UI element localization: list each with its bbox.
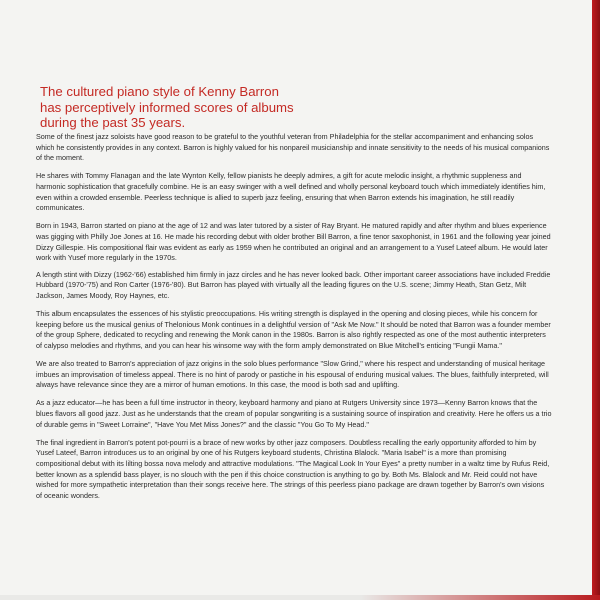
paragraph-5: This album encapsulates the essences of his stylistic preoccupations. His writing strength is displayed in the opening and closing pieces, while his concern for keeping before us the musical genius of Thelonious Monk continues in a delightful version of "Ask Me Now." It should be noted that Barron was a founder member of the group Sphere, dedicated to recycling and renewing the Monk canon in the 1980s. Barron is also rightly respected as one of the most authentic interpreters of calypso melodies and rhythms, and you can hear his winsome way with the form amply demonstrated on Blue Mitchell's enticing "Fungii Mama." (36, 309, 551, 350)
paragraph-7: As a jazz educator—he has been a full time instructor in theory, keyboard harmony and piano at Rutgers University since 1973—Kenny Barron knows that the blues flavors all good jazz. Just as he understands that the cream of popular songwriting is a sustaining source of inspiration and creativity. Here he offers us a trio of durable gems in "Sweet Lorraine", "Have You Met Miss Jones?" and the classic "You Go To My Head." (36, 398, 552, 429)
bottom-edge (0, 595, 600, 600)
headline-line-1: The cultured piano style of Kenny Barron (40, 84, 279, 99)
headline-line-3: during the past 35 years. (40, 115, 186, 131)
paragraph-6: We are also treated to Barron's appreciation of jazz origins in the solo blues performance "Slow Grind," where his respect and understanding of musical heritage imbues an improvisation of timeless appeal. There is no hint of parody or pastiche in his espousal of enduring musical values. The blues, faithfully interpreted, will always have relevance since they are a mirror of human emotions. In this case, the mood is both sad and uplifting. (36, 359, 549, 390)
paragraph-8: The final ingredient in Barron's potent pot-pourri is a brace of new works by other jazz composers. Doubtless recalling the early opportunity afforded to him by Yusef Lateef, Barron introduces us to an original by one of his Rutgers keyboard students, Christina Blalock. "Maria Isabel" is a more than promising compositional debut with its lilting bossa nova melody and attractive modulations. "The Magical Look In Your Eyes" a pretty number in a waltz time by Rufus Reid, better known as a splendid bass player, is no slouch with the pen if this choice construction is anything to go by. Both Ms. Blalock and Mr. Reid could not have wished for more sympathetic interpretation than their songs receive here. The strings of this peerless piano package are drawn together by Barron's own visions of oceanic wonders. (36, 437, 550, 500)
paragraph-2: He shares with Tommy Flanagan and the late Wynton Kelly, fellow pianists he deeply admires, a gift for acute melodic insight, a rhythmic suppleness and harmonic sophistication that gracefully combine. He is an easy swinger with a well defined and wholly personal keyboard touch which immediately identifies him, even within a crowded ensemble. Peerless technique is allied to superb jazz feeling, ensuring that when Barron extends his imagination, he still readily communicates. (36, 171, 546, 213)
paragraph-3: Born in 1943, Barron started on piano at the age of 12 and was later tutored by a sister of Ray Bryant. He matured rapidly and after rhythm and blues experience was gigging with Philly Joe Jones at 16. He made his recording debut with older brother Bill Barron, a fine tenor saxophonist, in 1961 and the following year joined Dizzy Gillespie. His compositional flair was evident as early as 1959 when he contributed an original and an arrangement to a Yusef Lateef album. He would later work with Yusef more regularly in the 1970s. (36, 221, 551, 263)
headline (40, 84, 300, 131)
paragraph-4: A length stint with Dizzy (1962-'66) established him firmly in jazz circles and he has never looked back. Other important career associations have included Freddie Hubbard (1970-'75) and Ron Carter (1976-'80). But Barron has played with virtually all the leading figures on the U.S. scene; Jimmy Heath, Stan Getz, Milt Jackson, James Moody, Roy Haynes, etc. (36, 269, 551, 300)
headline-line-2: has perceptively informed scores of albums (40, 99, 294, 115)
liner-notes-body (36, 132, 552, 509)
paragraph-1: Some of the finest jazz soloists have good reason to be grateful to the youthful veteran from Philadelphia for the stellar accompaniment and enhancing solos which he consistently provides in any context. Barron is highly valued for his nonpareil musicianship and innate sensitivity to the needs of his musical companions of the moment. (36, 132, 550, 163)
red-spine-edge (592, 0, 600, 600)
